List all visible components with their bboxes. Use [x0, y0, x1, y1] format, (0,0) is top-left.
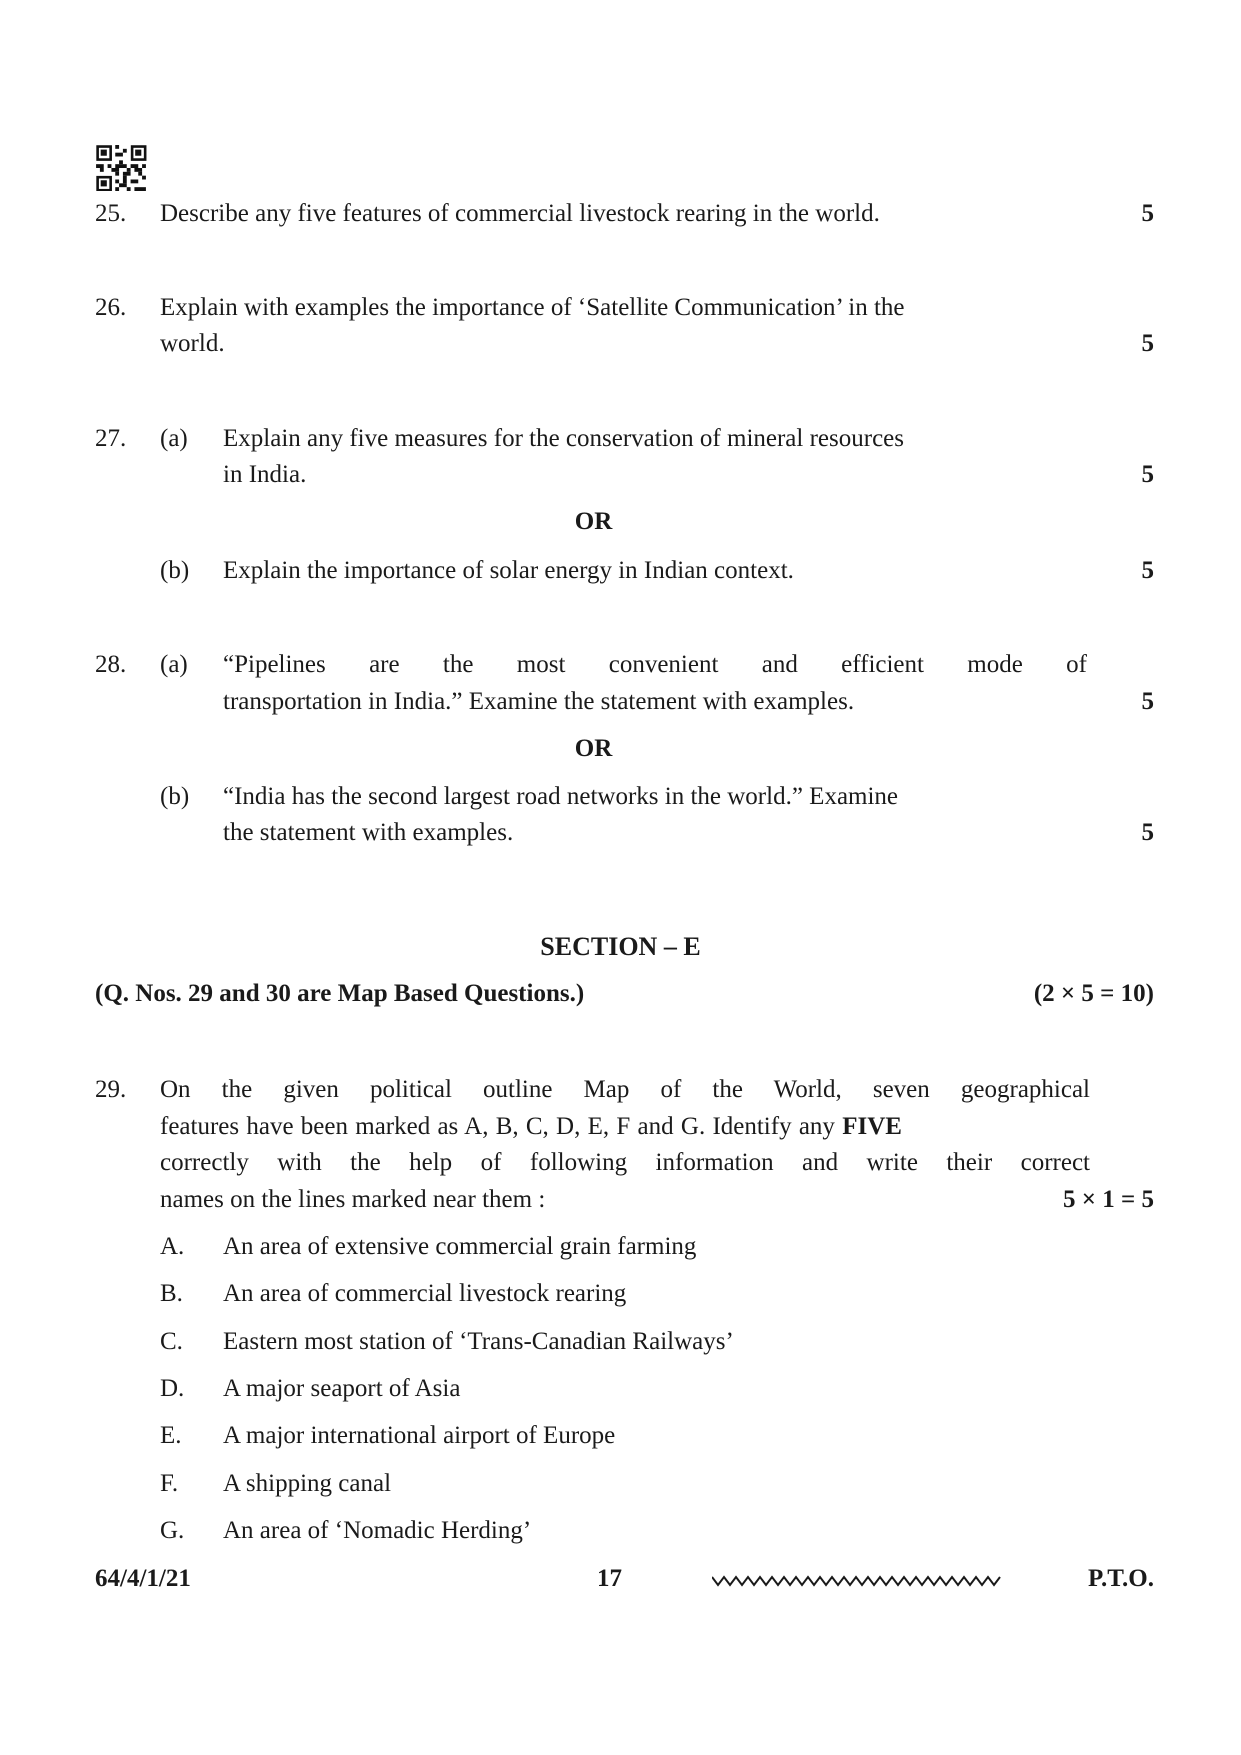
item-label: E.	[160, 1422, 182, 1449]
marks: 5	[1141, 461, 1154, 488]
item-text: An area of extensive commercial grain farming	[223, 1233, 697, 1260]
section-title: SECTION – E	[540, 932, 701, 961]
option-b-label: (b)	[160, 783, 190, 810]
question-text: Describe any five features of commercial livestock rearing in the world.	[160, 200, 880, 227]
item-label: A.	[160, 1233, 185, 1260]
marks: 5	[1141, 557, 1154, 584]
item-label: G.	[160, 1517, 185, 1544]
item-label: D.	[160, 1375, 185, 1402]
page-number: 17	[597, 1565, 622, 1592]
item-text: An area of commercial livestock rearing	[223, 1280, 627, 1307]
wavy-line-decoration	[712, 1574, 1002, 1588]
question-number: 28.	[95, 651, 127, 678]
question-text-line2: world.	[160, 330, 225, 357]
item-label: F.	[160, 1470, 179, 1497]
or-divider: OR	[574, 508, 613, 535]
item-label: C.	[160, 1328, 183, 1355]
section-subtitle: (Q. Nos. 29 and 30 are Map Based Questions.)	[95, 980, 585, 1007]
option-b-line2: the statement with examples.	[223, 819, 514, 846]
question-text-line2	[160, 1113, 1090, 1141]
question-number: 27.	[95, 425, 127, 452]
qr-code	[95, 145, 147, 191]
marks: 5	[1141, 330, 1154, 357]
item-text: Eastern most station of ‘Trans-Canadian Railways’	[223, 1328, 734, 1355]
option-a-line1: “Pipelines are the most convenient and efficient mode of	[223, 651, 1087, 678]
question-text-emphasis: FIVE	[842, 1113, 902, 1140]
or-divider: OR	[574, 735, 613, 762]
option-b-text: Explain the importance of solar energy in Indian context.	[223, 557, 794, 584]
option-a-label: (a)	[160, 425, 188, 452]
question-text-line4: names on the lines marked near them :	[160, 1186, 546, 1213]
marks: 5	[1141, 688, 1154, 715]
marks: 5	[1141, 200, 1154, 227]
question-number: 26.	[95, 294, 127, 321]
marks: 5	[1141, 819, 1154, 846]
pto-label: P.T.O.	[1088, 1565, 1154, 1592]
item-text: A major seaport of Asia	[223, 1375, 461, 1402]
question-text-line1: On the given political outline Map of the World, seven geographical	[160, 1076, 1090, 1103]
item-text: A major international airport of Europe	[223, 1422, 616, 1449]
option-b-line1: “India has the second largest road networks in the world.” Examine	[223, 783, 899, 810]
item-text: An area of ‘Nomadic Herding’	[223, 1517, 532, 1544]
marks: 5 × 1 = 5	[1063, 1186, 1154, 1213]
question-text-line2-start: features have been marked as A, B, C, D, E, F and G. Identify any	[160, 1113, 843, 1140]
option-b-label: (b)	[160, 557, 190, 584]
item-label: B.	[160, 1280, 183, 1307]
section-marks: (2 × 5 = 10)	[1033, 980, 1154, 1007]
question-number: 25.	[95, 200, 127, 227]
question-text-line3: correctly with the help of following information and write their correct	[160, 1149, 1090, 1176]
paper-code: 64/4/1/21	[95, 1565, 191, 1592]
option-a-line2: transportation in India.” Examine the statement with examples.	[223, 688, 855, 715]
question-number: 29.	[95, 1076, 127, 1103]
option-a-line2: in India.	[223, 461, 307, 488]
question-text-line1: Explain with examples the importance of ‘Satellite Communication’ in the	[160, 294, 905, 321]
option-a-line1: Explain any five measures for the conservation of mineral resources	[223, 425, 904, 452]
option-a-label: (a)	[160, 651, 188, 678]
item-text: A shipping canal	[223, 1470, 392, 1497]
